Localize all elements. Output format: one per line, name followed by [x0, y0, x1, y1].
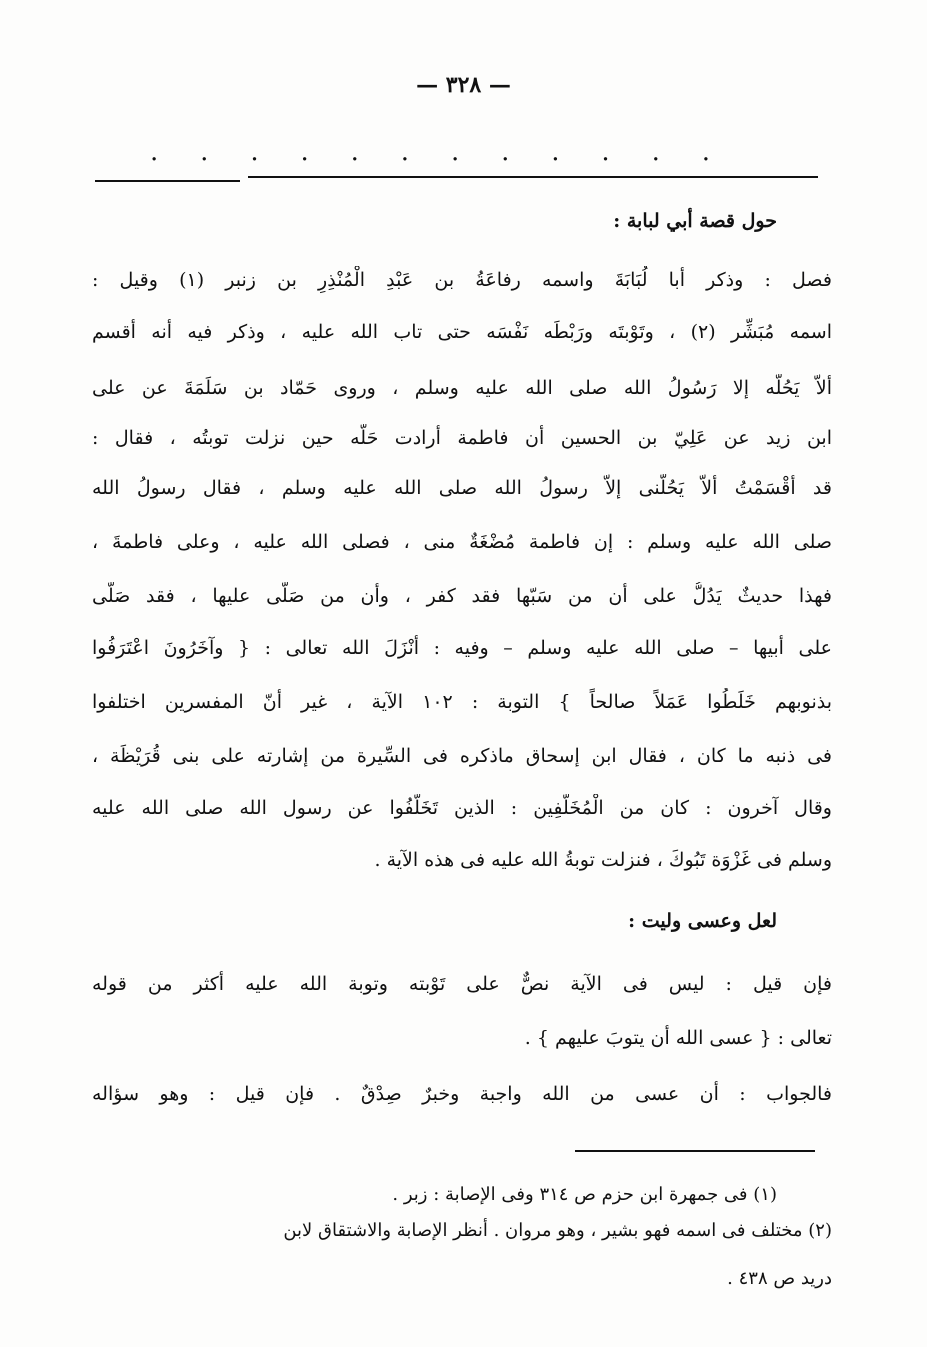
body-line: ألاّ يَحُلّه إلا رَسُولُ الله صلى الله عليه وسلم ، وروى حَمّاد بن سَلَمَةَ عن على — [92, 377, 832, 399]
body-line: وسلم فى غَزْوَة تَبُوكَ ، فنزلت توبةُ الله عليه فى هذه الآية . — [374, 849, 832, 871]
body-line: فى ذنبه ما كان ، فقال ابن إسحاق ماذكره فى السِّيرة من إشارته على بنى قُرَيْظَة ، — [92, 745, 832, 767]
dot: . — [601, 137, 610, 167]
body-line: فالجواب : أن عسى من الله واجبة وخبرٌ صِدْقٌ . فإن قيل : وهو سؤاله — [92, 1083, 832, 1105]
body-line: فإن قيل : ليس فى الآية نصٌّ على تَوْبته وتوبة الله عليه أكثر من قوله — [92, 973, 832, 995]
dot: . — [501, 137, 510, 167]
dot: . — [651, 137, 660, 167]
body-line: فهذا حديثٌ يَدُلُّ على أن من سَبّها فقد كفر ، وأن من صَلّى عليها ، فقد صَلّى — [92, 585, 832, 607]
dot: . — [450, 137, 460, 167]
body-line: صلى الله عليه وسلم : إن فاطمة مُضْغَةٌ منى ، فصلى الله عليه ، وعلى فاطمةَ ، — [92, 531, 832, 553]
dot: . — [150, 137, 159, 167]
dot: . — [250, 137, 259, 167]
decorative-dot-row — [150, 137, 710, 167]
body-line: وقال آخرون : كان من الْمُخَلَّفِين : الذين تَخَلّفُوا عن رسول الله صلى الله عليه — [92, 797, 832, 819]
body-line: تعالى : { عسى الله أن يتوبَ عليهم } . — [524, 1027, 832, 1049]
section-heading: لعل وعسى وليت : — [628, 910, 777, 932]
body-line: اسمه مُبَشِّر (٢) ، وتَوْبتَه ورَبْطَه نَفْسَه حتى تاب الله عليه ، وذكر فيه أنه أقسم — [92, 321, 832, 343]
dot: . — [400, 137, 410, 167]
header-rule-left — [95, 180, 240, 182]
body-line: بذنوبهم خَلَطُوا عَمَلاً صالحاً } التوبة : ١٠٢ الآية ، غير أنّ المفسرين اختلفوا — [92, 691, 832, 713]
dot: . — [350, 137, 359, 167]
body-line: على أبيها – صلى الله عليه وسلم – وفيه : أنْزَلَ الله تعالى : { وآخَرُونَ اعْتَرَفُوا — [92, 637, 832, 659]
body-line: ابن زيد عن عَلِيّ بن الحسين أن فاطمة أرادت حَلّه حين نزلت توبتُه ، فقال : — [92, 427, 832, 449]
section-heading: حول قصة أبي لبابة : — [613, 210, 777, 232]
dot: . — [551, 137, 560, 167]
dot: . — [200, 137, 209, 167]
dot: . — [701, 137, 710, 167]
footnote: (١) فى جمهرة ابن حزم ص ٣١٤ وفى الإصابة : زبر . — [392, 1184, 777, 1205]
body-line: قد أقْسَمْتُ ألاّ يَحُلّنى إلاّ رسولُ الله صلى الله عليه وسلم ، فقال رسولُ الله — [92, 477, 832, 499]
footnote: (٢) مختلف فى اسمه فهو بشير ، وهو مروان . أنظر الإصابة والاشتقاق لابن — [283, 1220, 832, 1241]
footnote-rule — [575, 1150, 815, 1152]
body-line: فصل : وذكر أبا لُبَابَةَ واسمه رفاعَةُ بن عَبْدِ الْمُنْذِرِ بن زنبر (١) وقيل : — [92, 269, 832, 291]
page-number: — ٣٢٨ — — [416, 72, 511, 98]
dot: . — [300, 137, 309, 167]
footnote: دريد ص ٤٣٨ . — [727, 1268, 832, 1289]
header-rule-right — [248, 176, 818, 178]
